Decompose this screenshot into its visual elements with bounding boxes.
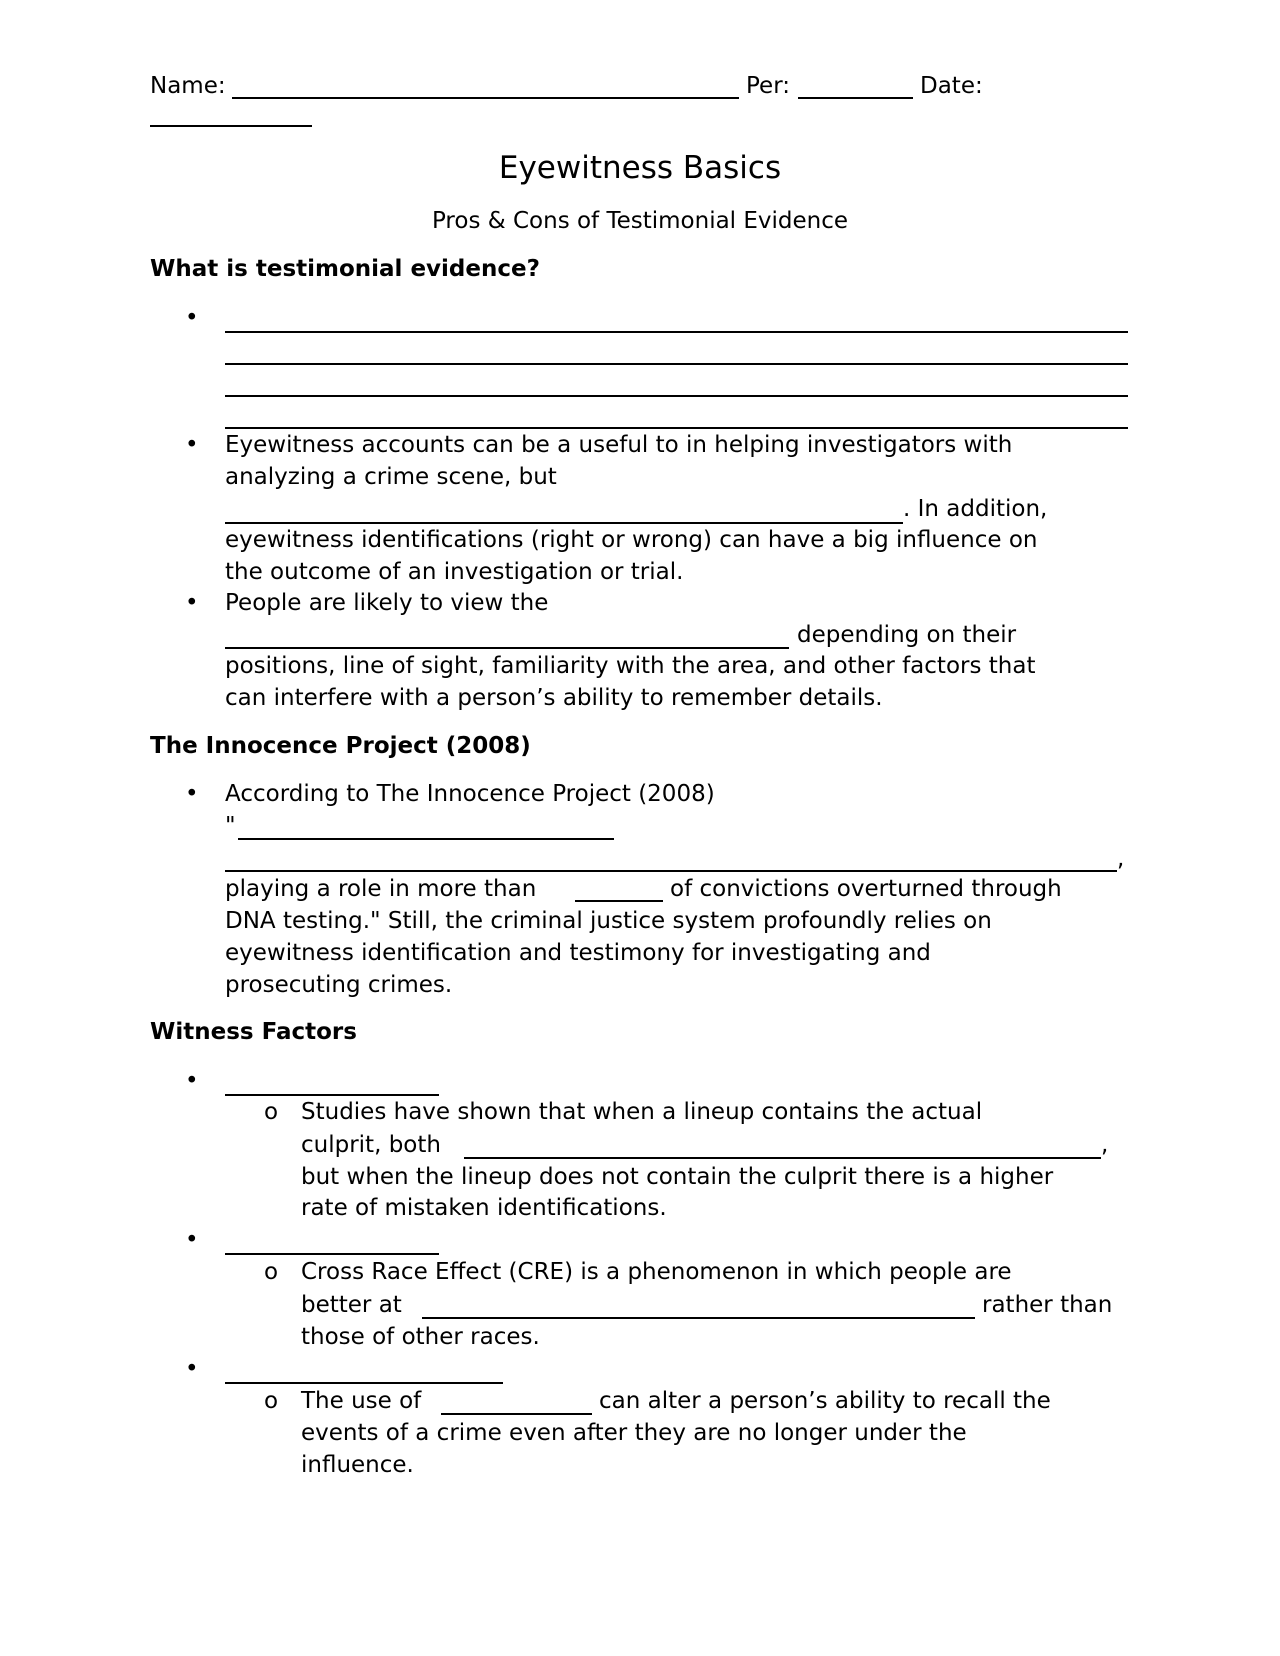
bullet: • bbox=[185, 781, 199, 807]
answer-blank[interactable] bbox=[441, 1413, 592, 1415]
per-label: Per: bbox=[746, 73, 791, 99]
text-line: depending on their bbox=[797, 622, 1017, 648]
text-line: Cross Race Effect (CRE) is a phenomenon in which people are bbox=[301, 1259, 1012, 1285]
answer-line[interactable] bbox=[225, 427, 1128, 429]
answer-line[interactable] bbox=[225, 870, 1117, 872]
text-line: eyewitness identifications (right or wrong) can have a big influence on bbox=[225, 527, 1038, 553]
name-label: Name: bbox=[150, 73, 226, 99]
factor-blank[interactable] bbox=[225, 1094, 439, 1096]
answer-line[interactable] bbox=[225, 331, 1128, 333]
date-label: Date: bbox=[920, 73, 983, 99]
text-line: prosecuting crimes. bbox=[225, 972, 453, 998]
answer-line[interactable] bbox=[225, 647, 789, 649]
text-line: playing a role in more than bbox=[225, 876, 537, 902]
per-blank[interactable] bbox=[798, 97, 913, 99]
answer-line[interactable] bbox=[225, 363, 1128, 365]
text-line: Studies have shown that when a lineup contains the actual bbox=[301, 1099, 983, 1125]
comma: , bbox=[1101, 1132, 1109, 1158]
page-subtitle: Pros & Cons of Testimonial Evidence bbox=[431, 208, 849, 234]
date-blank[interactable] bbox=[150, 125, 312, 127]
answer-line[interactable] bbox=[422, 1317, 975, 1319]
sub-bullet: o bbox=[264, 1388, 279, 1414]
text-line: the outcome of an investigation or trial. bbox=[225, 559, 684, 585]
sub-bullet: o bbox=[264, 1099, 279, 1125]
answer-line[interactable] bbox=[464, 1157, 1101, 1159]
text-line: eyewitness identification and testimony for investigating and bbox=[225, 940, 931, 966]
text-line: Eyewitness accounts can be a useful to in helping investigators with bbox=[225, 432, 1013, 458]
text-line: influence. bbox=[301, 1452, 414, 1478]
text-line: rate of mistaken identifications. bbox=[301, 1195, 667, 1221]
text-line: of convictions overturned through bbox=[670, 876, 1062, 902]
comma: , bbox=[1117, 846, 1125, 872]
page-title: Eyewitness Basics bbox=[498, 150, 782, 186]
bullet: • bbox=[185, 590, 199, 616]
text-line: People are likely to view the bbox=[225, 590, 549, 616]
text-line: According to The Innocence Project (2008) bbox=[225, 781, 715, 807]
answer-blank[interactable] bbox=[575, 900, 663, 902]
text-line: analyzing a crime scene, but bbox=[225, 464, 557, 490]
bullet: • bbox=[185, 1068, 199, 1094]
section-heading-innocence: The Innocence Project (2008) bbox=[150, 733, 531, 759]
text-line: . In addition, bbox=[903, 496, 1048, 522]
section-heading-testimonial: What is testimonial evidence? bbox=[150, 256, 540, 282]
text-line: culprit, both bbox=[301, 1132, 441, 1158]
text-line: but when the lineup does not contain the culprit there is a higher bbox=[301, 1164, 1054, 1190]
sub-bullet: o bbox=[264, 1259, 279, 1285]
factor-blank[interactable] bbox=[225, 1382, 503, 1384]
text-line: events of a crime even after they are no longer under the bbox=[301, 1420, 967, 1446]
bullet: • bbox=[185, 1356, 199, 1382]
text-line: better at bbox=[301, 1292, 402, 1318]
text-line: those of other races. bbox=[301, 1324, 540, 1350]
text-line: DNA testing." Still, the criminal justice system profoundly relies on bbox=[225, 908, 992, 934]
section-heading-witness: Witness Factors bbox=[150, 1019, 357, 1045]
text-line: rather than bbox=[982, 1292, 1113, 1318]
answer-line[interactable] bbox=[225, 395, 1128, 397]
bullet: • bbox=[185, 305, 199, 331]
factor-blank[interactable] bbox=[225, 1253, 439, 1255]
text-line: The use of bbox=[301, 1388, 422, 1414]
answer-line[interactable] bbox=[225, 522, 903, 524]
answer-line[interactable] bbox=[238, 838, 614, 840]
quote-mark: " bbox=[225, 813, 236, 839]
name-blank[interactable] bbox=[232, 97, 739, 99]
text-line: can alter a person’s ability to recall the bbox=[599, 1388, 1051, 1414]
bullet: • bbox=[185, 432, 199, 458]
bullet: • bbox=[185, 1227, 199, 1253]
text-line: can interfere with a person’s ability to remember details. bbox=[225, 685, 883, 711]
text-line: positions, line of sight, familiarity with the area, and other factors that bbox=[225, 653, 1036, 679]
